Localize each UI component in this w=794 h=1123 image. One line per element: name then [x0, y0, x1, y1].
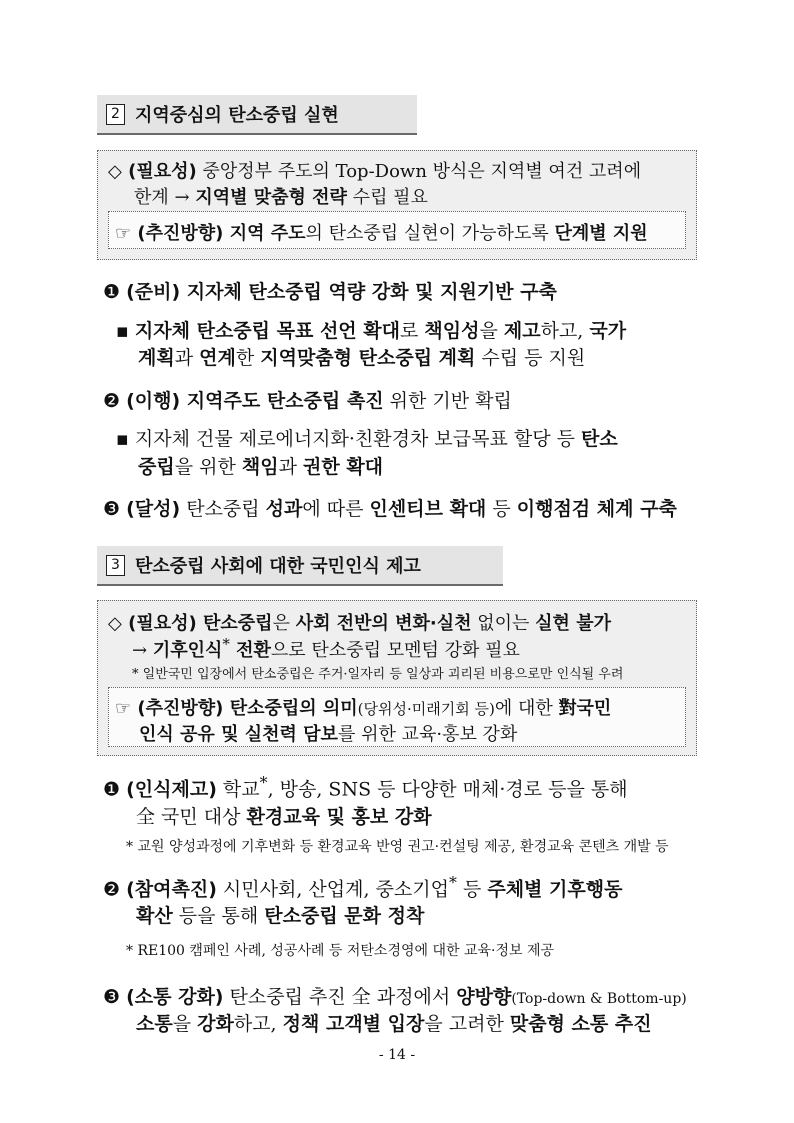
- section2-title: 지역중심의 탄소중립 실현: [135, 105, 339, 126]
- section2-number: 2: [106, 104, 125, 125]
- section3-item2-line1: ❷ (참여촉진) 시민사회, 산업계, 중소기업* 등 주체별 기후행동: [103, 873, 623, 901]
- section3-item1-line1: ❶ (인식제고) 학교*, 방송, SNS 등 다양한 매체·경로 등을 통해: [103, 773, 628, 801]
- section3-direction-line2: 인식 공유 및 실천력 담보를 위한 교육·홍보 강화: [139, 724, 518, 745]
- section3-number: 3: [106, 555, 125, 576]
- section3-item2-line2: 확산 등을 통해 탄소중립 문화 정착: [136, 905, 425, 927]
- section2-direction-box: [108, 211, 686, 249]
- section3-need-line1: ◇ (필요성) 탄소중립은 사회 전반의 변화·실천 없이는 실현 불가: [108, 613, 611, 634]
- section3-title: 탄소중립 사회에 대한 국민인식 제고: [135, 556, 421, 577]
- section2-item1: ❶ (준비) 지자체 탄소중립 역량 강화 및 지원기반 구축: [103, 281, 557, 303]
- section2-item2-sub-line2: 중립을 위한 책임과 권한 확대: [138, 456, 384, 478]
- section2-heading: [97, 95, 417, 135]
- section2-item2: ❷ (이행) 지역주도 탄소중립 촉진 위한 기반 확립: [103, 390, 512, 412]
- section3-item3-line1: ❸ (소통 강화) 탄소중립 추진 全 과정에서 양방향(Top-down & Bottom-up): [103, 986, 687, 1008]
- section3-summary-box: [97, 600, 697, 756]
- section3-direction-box: [108, 687, 686, 747]
- section3-need-note: * 일반국민 입장에서 탄소중립은 주거·일자리 등 일상과 괴리된 비용으로만 인식될 우려: [132, 667, 624, 682]
- section2-item3: ❸ (달성) 탄소중립 성과에 따른 인센티브 확대 등 이행점검 체계 구축: [103, 498, 677, 520]
- section2-item2-sub-line1: ▪ 지자체 건물 제로에너지화·친환경차 보급목표 할당 등 탄소: [116, 428, 618, 450]
- section3-need-line2: → 기후인식* 전환으로 탄소중립 모멘텀 강화 필요: [132, 635, 520, 661]
- section3-item3-line2: 소통을 강화하고, 정책 고객별 입장을 고려한 맞춤형 소통 추진: [136, 1013, 652, 1035]
- section2-summary-box: [97, 150, 697, 260]
- section3-heading: [97, 546, 503, 586]
- section3-item1-note: * 교원 양성과정에 기후변화 등 환경교육 반영 권고·컨설팅 제공, 환경교육 콘텐츠 개발 등: [126, 839, 669, 855]
- section2-item1-sub-line1: ▪ 지자체 탄소중립 목표 선언 확대로 책임성을 제고하고, 국가: [116, 320, 627, 342]
- section2-item1-sub-line2: 계획과 연계한 지역맞춤형 탄소중립 계획 수립 등 지원: [138, 347, 586, 369]
- section2-need-line2: 한계 → 지역별 맞춤형 전략 수립 필요: [134, 187, 428, 208]
- page-number: - 14 -: [378, 1047, 416, 1063]
- section3-item2-note: * RE100 캠페인 사례, 성공사례 등 저탄소경영에 대한 교육·정보 제공: [126, 943, 555, 959]
- section2-direction-line: ☞ (추진방향) 지역 주도의 탄소중립 실현이 가능하도록 단계별 지원: [115, 223, 648, 244]
- section3-item1-line2: 全 국민 대상 환경교육 및 홍보 강화: [136, 806, 432, 828]
- section3-direction-line1: ☞ (추진방향) 탄소중립의 의미(당위성·미래기회 등)에 대한 對국민: [115, 698, 612, 719]
- section2-need-line1: ◇ (필요성) 중앙정부 주도의 Top-Down 방식은 지역별 여건 고려에: [108, 161, 642, 182]
